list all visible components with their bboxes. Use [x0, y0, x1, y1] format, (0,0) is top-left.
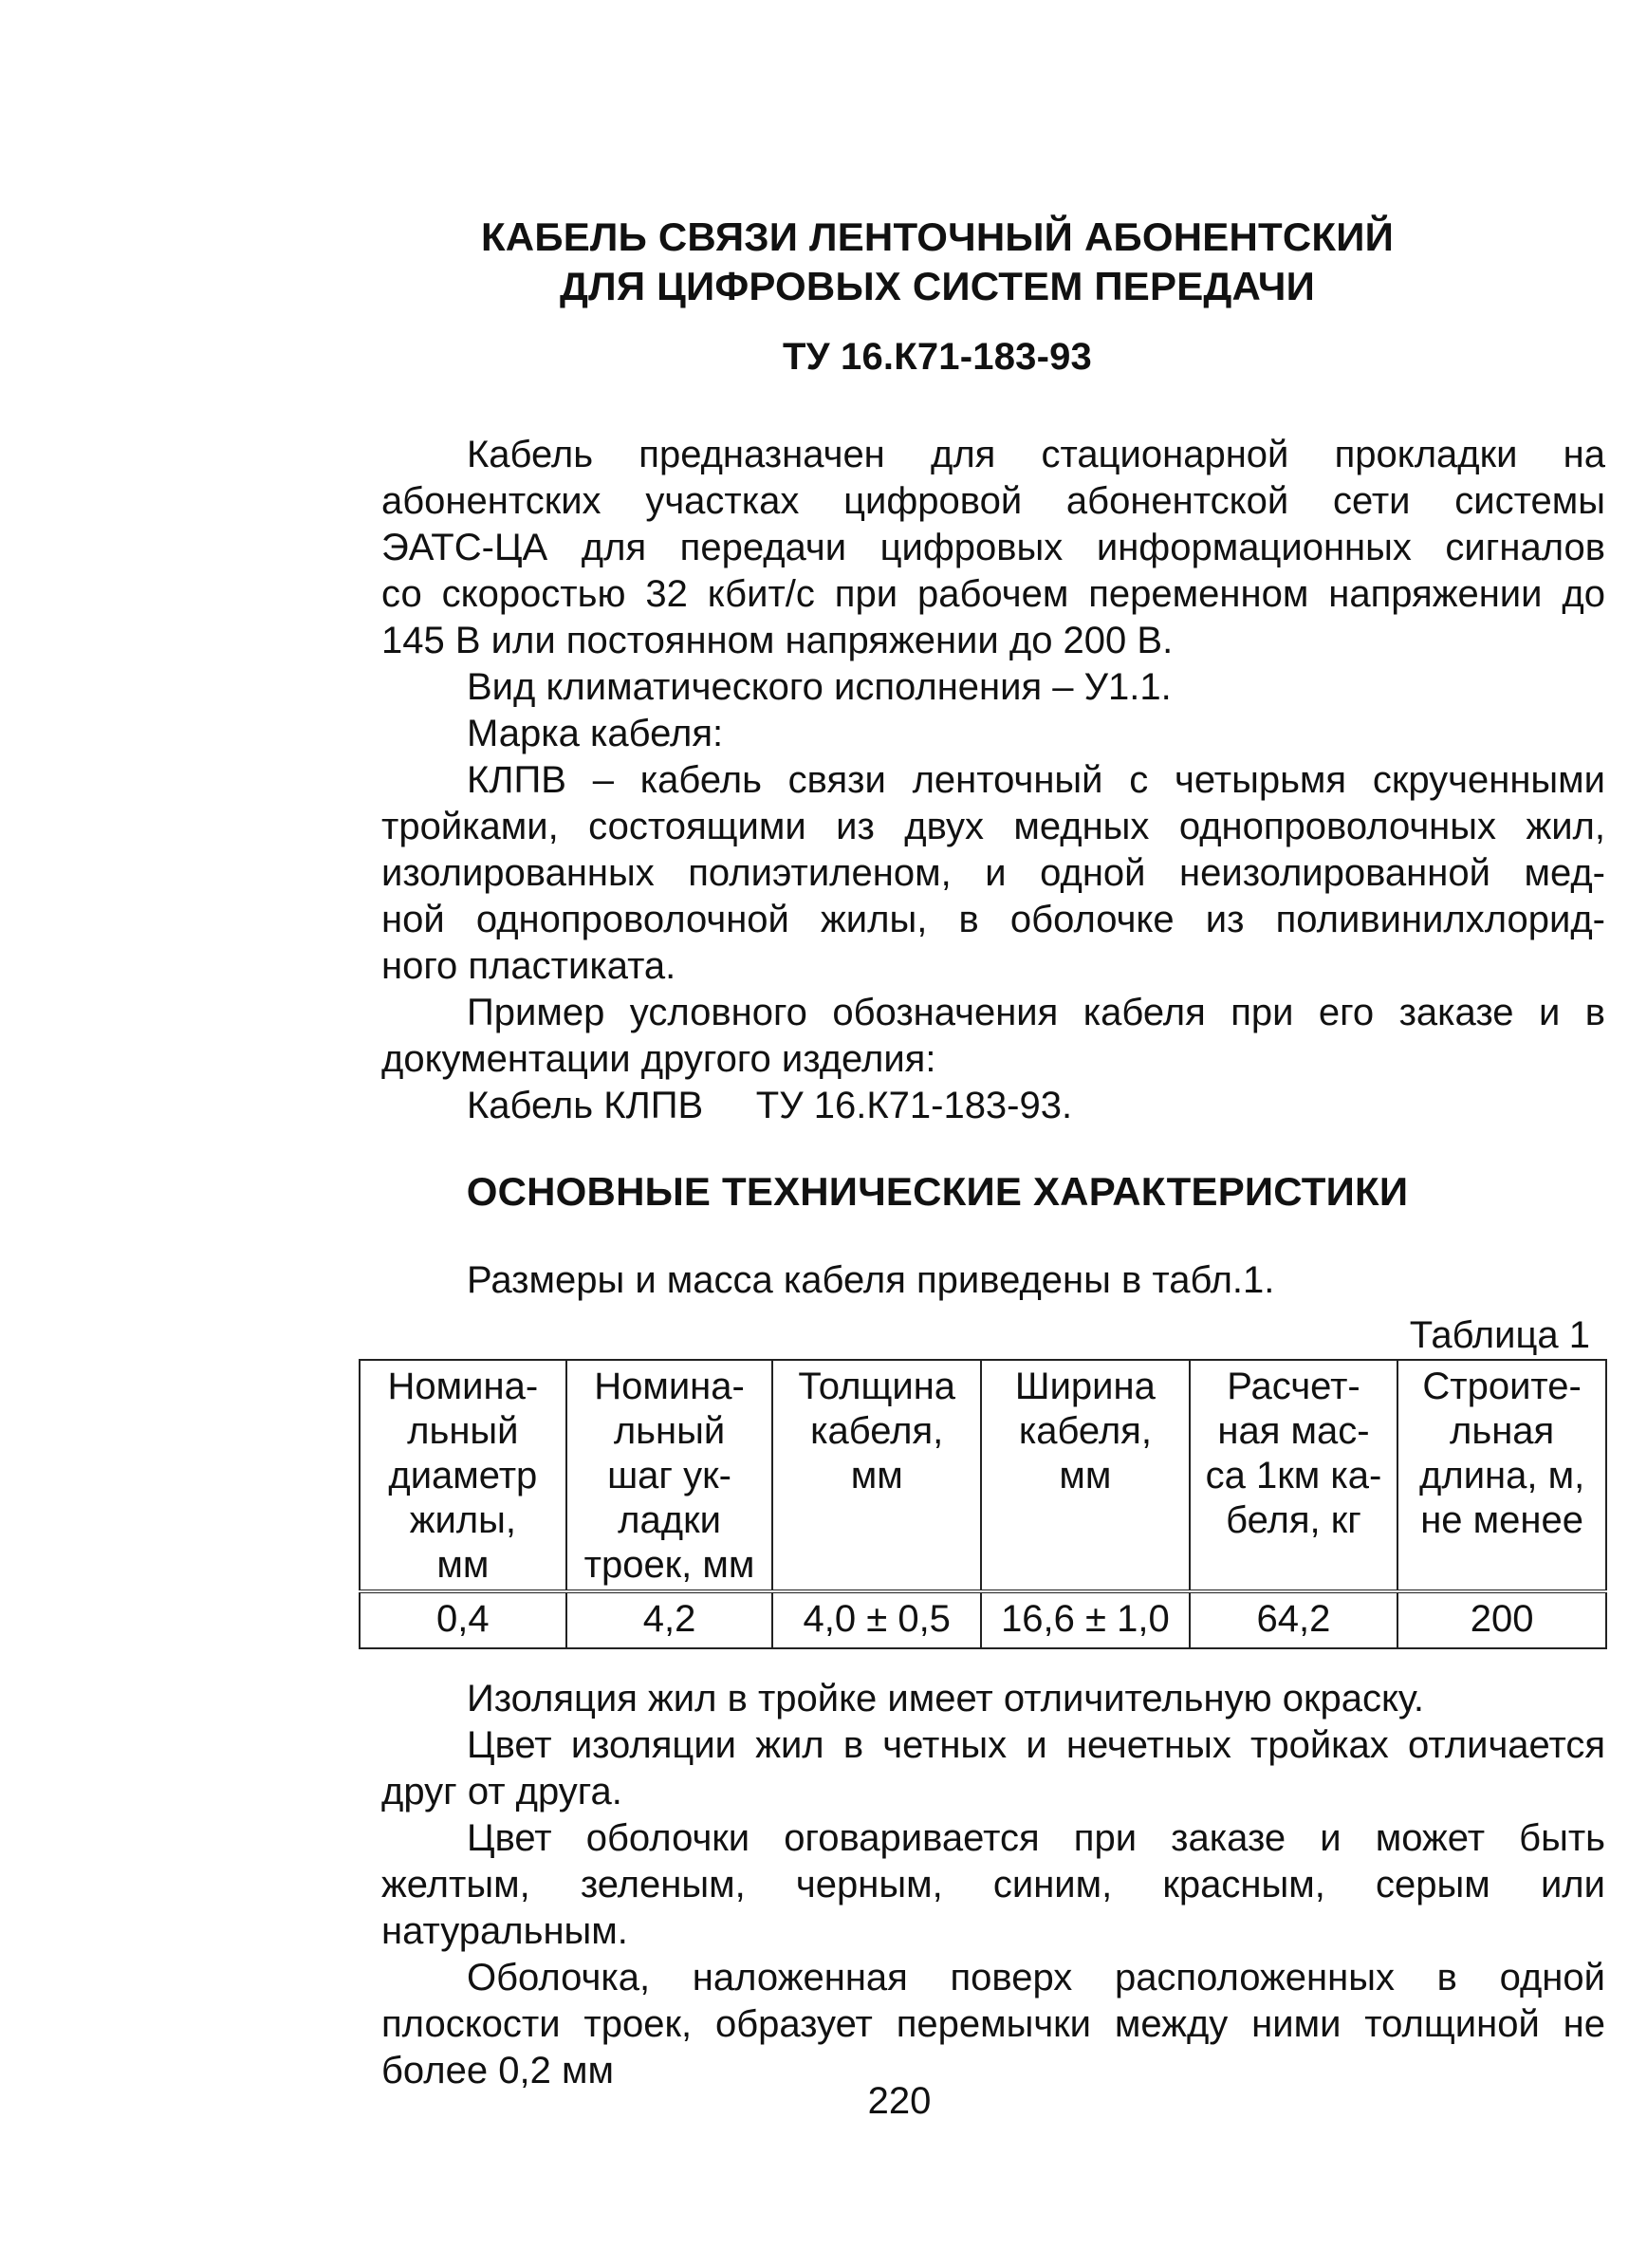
document-title-line-2: ДЛЯ ЦИФРОВЫХ СИСТЕМ ПЕРЕДАЧИ	[560, 264, 1315, 308]
header-text: Номина-	[594, 1366, 745, 1407]
table-cell: 4,2	[566, 1591, 773, 1648]
document-standard: ТУ 16.К71-183-93	[782, 336, 1092, 378]
sheath-color-line: желтым, зеленым, черным, синим, красным, серым или	[381, 1864, 1605, 1905]
header-lay-pitch	[566, 1360, 773, 1591]
climate-line: Вид климатического исполнения – У1.1.	[467, 666, 1172, 708]
color-note-line: Цвет изоляции жил в четных и нечетных тройках отличается	[467, 1724, 1605, 1766]
header-text: мм	[436, 1544, 490, 1586]
table-cell: 64,2	[1190, 1591, 1398, 1648]
insulation-note: Изоляция жил в тройке имеет отличительную окраску.	[467, 1678, 1425, 1720]
header-text: Строите-	[1422, 1366, 1582, 1407]
table-row	[360, 1591, 1606, 1648]
header-text: жилы,	[409, 1499, 516, 1541]
example-line: документации другого изделия:	[381, 1038, 936, 1080]
sheath-line: Оболочка, наложенная поверх расположенных в одной	[467, 1957, 1605, 1998]
color-note-line: друг от друга.	[381, 1771, 622, 1813]
header-text: Ширина	[1014, 1366, 1156, 1407]
brand-label: Марка кабеля:	[467, 713, 724, 754]
purpose-line: абонентских участках цифровой абонентской сети системы	[381, 480, 1605, 522]
header-thickness	[772, 1360, 981, 1591]
example-line: Пример условного обозначения кабеля при его заказе и в	[467, 992, 1605, 1033]
header-text: кабеля,	[1018, 1410, 1152, 1452]
specifications-table	[359, 1359, 1607, 1649]
header-width	[981, 1360, 1190, 1591]
brand-line: тройками, состоящими из двух медных однопроволочных жил,	[381, 806, 1605, 847]
table-cell: 0,4	[360, 1591, 566, 1648]
table-header-row	[360, 1360, 1606, 1591]
header-text: троек, мм	[583, 1544, 755, 1586]
purpose-line: ЭАТС-ЦА для передачи цифровых информационных сигналов	[381, 527, 1605, 568]
table-cell: 16,6 ± 1,0	[981, 1591, 1190, 1648]
table-intro	[381, 1257, 1605, 1304]
notes-paragraph	[381, 1676, 1605, 2094]
header-text: диаметр	[388, 1455, 538, 1497]
purpose-line: Кабель предназначен для стационарной прокладки на	[467, 434, 1605, 475]
brand-line: ного пластиката.	[381, 945, 676, 987]
header-text: Расчет-	[1227, 1366, 1360, 1407]
brand-line: ной однопроволочной жилы, в оболочке из поливинилхлорид-	[381, 899, 1605, 940]
purpose-line: 145 В или постоянном напряжении до 200 В.	[381, 620, 1174, 661]
header-text: длина, м,	[1419, 1455, 1585, 1497]
header-mass	[1190, 1360, 1398, 1591]
brand-line: КЛПВ – кабель связи ленточный с четырьмя скрученными	[467, 759, 1605, 801]
header-text: Номина-	[387, 1366, 539, 1407]
page-number: 220	[867, 2080, 932, 2122]
section-heading: ОСНОВНЫЕ ТЕХНИЧЕСКИЕ ХАРАКТЕРИСТИКИ	[466, 1169, 1409, 1214]
header-text: са 1км ка-	[1205, 1455, 1382, 1497]
sheath-color-line: натуральным.	[381, 1910, 628, 1952]
header-text: не менее	[1420, 1499, 1583, 1541]
header-text: льный	[613, 1410, 726, 1452]
header-length	[1397, 1360, 1606, 1591]
header-text: ная мас-	[1217, 1410, 1370, 1452]
header-text: беля, кг	[1226, 1499, 1361, 1541]
table-caption: Таблица 1	[1409, 1314, 1590, 1356]
sheath-color-line: Цвет оболочки оговаривается при заказе и может быть	[467, 1817, 1605, 1859]
table-cell: 4,0 ± 0,5	[772, 1591, 981, 1648]
header-text: мм	[1059, 1455, 1112, 1497]
table-cell: 200	[1397, 1591, 1606, 1648]
header-text: мм	[850, 1455, 903, 1497]
document-title-line-1: КАБЕЛЬ СВЯЗИ ЛЕНТОЧНЫЙ АБОНЕНТСКИЙ	[480, 214, 1395, 259]
header-text: ладки	[618, 1499, 721, 1541]
example-designation: Кабель КЛПВ ТУ 16.К71-183-93.	[467, 1085, 1073, 1126]
table-intro-line: Размеры и масса кабеля приведены в табл.1.	[467, 1259, 1275, 1301]
sheath-line: плоскости троек, образует перемычки между ними толщиной не	[381, 2003, 1605, 2045]
sheath-line: более 0,2 мм	[381, 2050, 614, 2091]
header-core-diameter	[360, 1360, 566, 1591]
header-text: Толщина	[798, 1366, 956, 1407]
header-text: льный	[407, 1410, 519, 1452]
header-text: льная	[1450, 1410, 1555, 1452]
brand-line: изолированных полиэтиленом, и одной неизолированной мед-	[381, 852, 1605, 894]
header-text: кабеля,	[810, 1410, 944, 1452]
header-text: шаг ук-	[607, 1455, 731, 1497]
purpose-paragraph	[381, 432, 1605, 1129]
purpose-line: со скоростью 32 кбит/с при рабочем переменном напряжении до	[381, 573, 1605, 615]
